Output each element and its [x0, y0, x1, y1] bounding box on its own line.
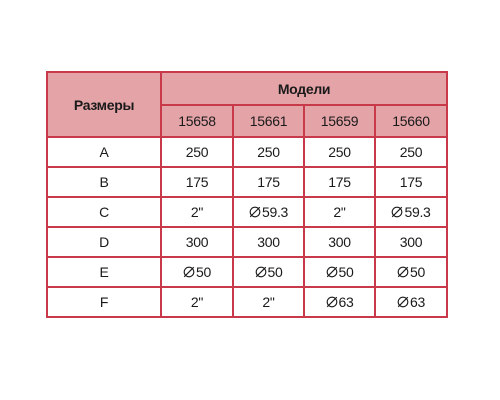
- cell-value: 2": [333, 204, 346, 220]
- table-cell: [233, 167, 304, 197]
- table-row: [47, 167, 447, 197]
- cell-value: 50: [196, 264, 211, 280]
- cell-value: 59.3: [261, 204, 289, 220]
- table-cell: [161, 227, 233, 257]
- cell-value: 2": [190, 204, 204, 220]
- table-cell: [375, 167, 447, 197]
- dimensions-table-wrapper: [46, 71, 446, 318]
- diameter-icon: [255, 266, 267, 278]
- cell-value: 175: [257, 174, 280, 190]
- cell-value: 300: [257, 234, 280, 250]
- table-cell: [304, 257, 375, 287]
- table-cell: [233, 287, 304, 317]
- cell-value: 2": [262, 294, 275, 310]
- cell-value: 250: [257, 144, 280, 160]
- table-row: [47, 287, 447, 317]
- table-cell: [161, 287, 233, 317]
- table-cell: [375, 137, 447, 167]
- table-cell: [375, 287, 447, 317]
- row-label: A: [47, 137, 161, 167]
- diameter-icon: [326, 296, 338, 308]
- table-cell: [304, 197, 375, 227]
- cell-value: 50: [338, 264, 354, 280]
- table-row: [47, 197, 447, 227]
- model-id-header: 15661: [233, 105, 304, 137]
- table-row: [47, 137, 447, 167]
- table-row: [47, 257, 447, 287]
- models-header: Модели: [161, 72, 447, 105]
- table-cell: [304, 137, 375, 167]
- model-id-header: 15659: [304, 105, 375, 137]
- dimensions-table: [46, 71, 448, 318]
- sizes-header: Размеры: [47, 72, 161, 137]
- cell-value: 59.3: [404, 204, 431, 220]
- cell-value: 175: [185, 174, 209, 190]
- header-row-models: [47, 72, 447, 105]
- row-label: C: [47, 197, 161, 227]
- cell-value: 250: [185, 144, 209, 160]
- table-cell: [375, 227, 447, 257]
- table-cell: [375, 257, 447, 287]
- diameter-icon: [326, 266, 338, 278]
- row-label: B: [47, 167, 161, 197]
- table-body: [47, 137, 447, 317]
- cell-value: 63: [410, 294, 425, 310]
- table-cell: [304, 287, 375, 317]
- cell-value: 300: [399, 234, 423, 250]
- cell-value: 250: [328, 144, 351, 160]
- cell-value: 175: [328, 174, 351, 190]
- model-id-header: 15660: [375, 105, 447, 137]
- cell-value: 50: [267, 264, 283, 280]
- cell-value: 175: [399, 174, 423, 190]
- table-cell: [161, 197, 233, 227]
- table-cell: [233, 137, 304, 167]
- diameter-icon: [397, 266, 409, 278]
- row-label: E: [47, 257, 161, 287]
- cell-value: 250: [399, 144, 423, 160]
- cell-value: 300: [328, 234, 351, 250]
- table-cell: [233, 257, 304, 287]
- diameter-icon: [183, 266, 195, 278]
- cell-value: 300: [185, 234, 209, 250]
- table-cell: [233, 227, 304, 257]
- diameter-icon: [249, 206, 261, 218]
- table-cell: [161, 257, 233, 287]
- table-cell: [161, 137, 233, 167]
- diameter-icon: [391, 206, 403, 218]
- table-cell: [375, 197, 447, 227]
- row-label: D: [47, 227, 161, 257]
- table-cell: [233, 197, 304, 227]
- cell-value: 50: [410, 264, 425, 280]
- row-label: F: [47, 287, 161, 317]
- table-row: [47, 227, 447, 257]
- table-cell: [304, 227, 375, 257]
- table-cell: [304, 167, 375, 197]
- model-id-header: 15658: [161, 105, 233, 137]
- table-cell: [161, 167, 233, 197]
- cell-value: 63: [338, 294, 354, 310]
- diameter-icon: [397, 296, 409, 308]
- cell-value: 2": [190, 294, 204, 310]
